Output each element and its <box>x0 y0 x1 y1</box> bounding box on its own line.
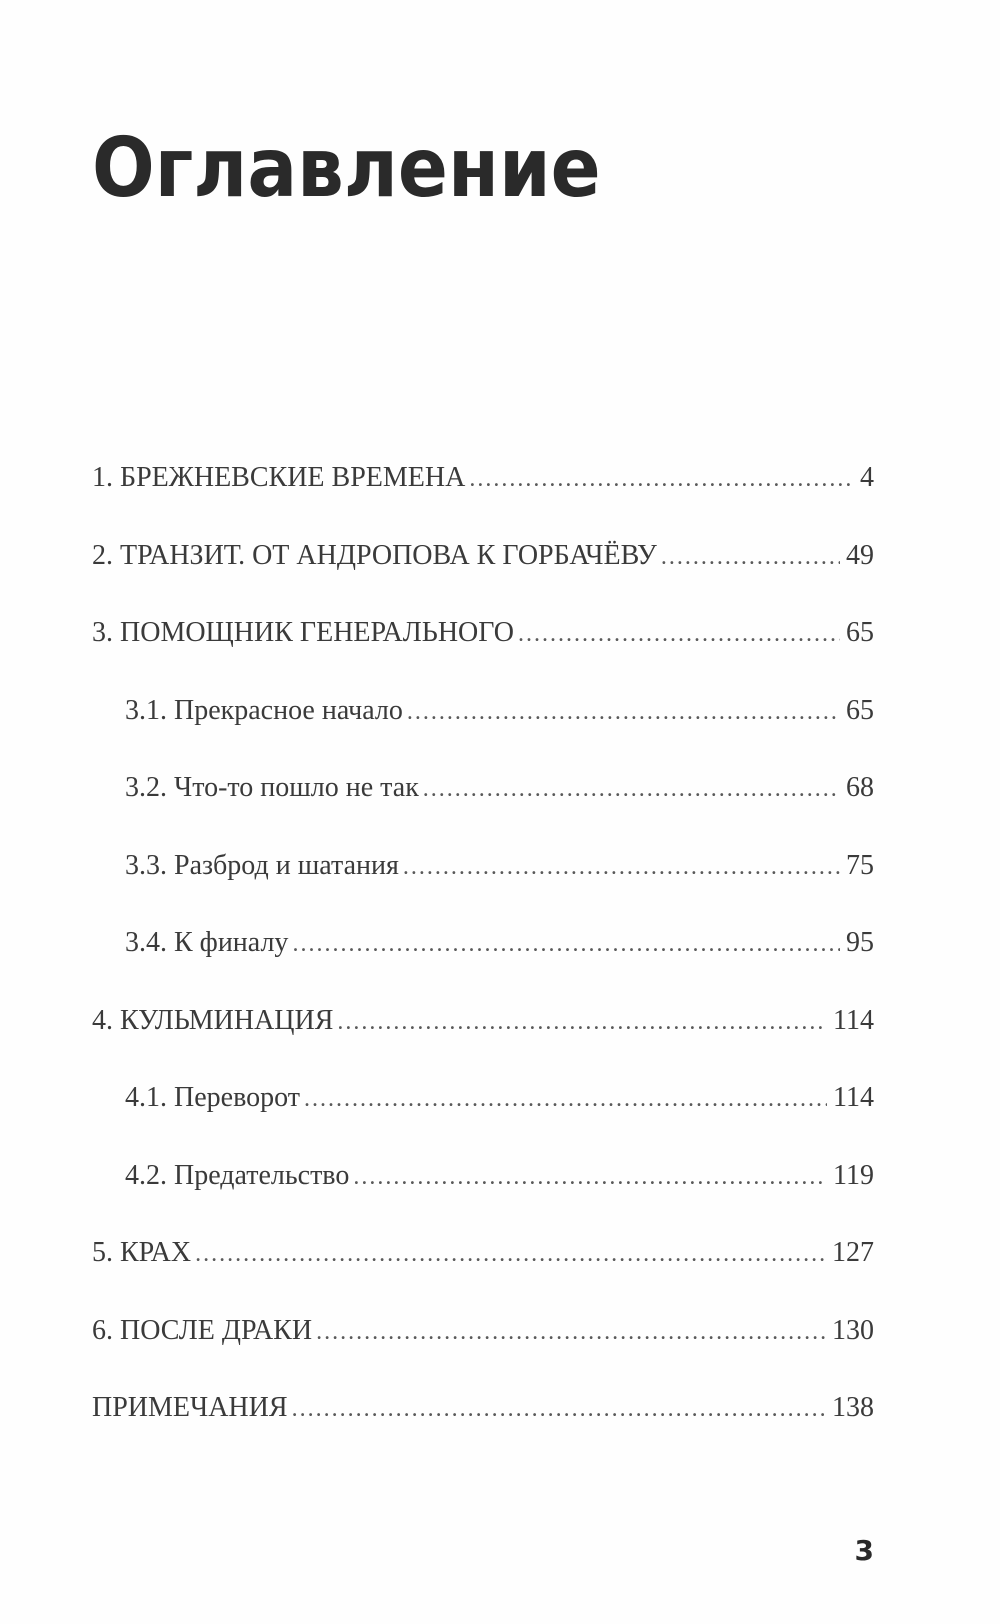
toc-entry-label: 2. ТРАНЗИТ. ОТ АНДРОПОВА К ГОРБАЧЁВУ <box>92 539 657 571</box>
toc-subentry[interactable] <box>92 772 874 850</box>
toc-entry-page: 114 <box>833 1082 874 1113</box>
toc-entry-page: 95 <box>846 927 874 958</box>
toc-entry-page: 49 <box>846 539 874 571</box>
dot-leader <box>407 699 840 726</box>
toc-entry-page: 138 <box>832 1392 874 1423</box>
dot-leader <box>304 1086 827 1113</box>
dot-leader <box>316 1319 826 1346</box>
toc-entry-label: 3.1. Прекрасное начало <box>125 694 403 726</box>
toc-entry-page: 75 <box>846 849 874 881</box>
toc-entry-label: 3.4. К финалу <box>125 927 289 958</box>
dot-leader <box>353 1164 827 1191</box>
toc-subentry[interactable] <box>92 927 874 1005</box>
toc-entry-label: 5. КРАХ <box>92 1237 192 1268</box>
toc-entry-page: 119 <box>833 1159 874 1191</box>
toc-entry-label: 1. БРЕЖНЕВСКИЕ ВРЕМЕНА <box>92 462 466 493</box>
dot-leader <box>292 1396 826 1423</box>
toc-entry-page: 65 <box>846 617 874 648</box>
dot-leader <box>423 776 840 803</box>
page-title: Оглавление <box>92 121 601 216</box>
dot-leader <box>292 931 840 958</box>
dot-leader <box>469 466 854 493</box>
toc-entry[interactable] <box>92 540 874 618</box>
dot-leader <box>403 854 840 881</box>
toc-entry[interactable] <box>92 1315 874 1393</box>
toc-entry[interactable] <box>92 1392 874 1470</box>
toc-entry-label: 6. ПОСЛЕ ДРАКИ <box>92 1314 313 1346</box>
toc-entry-page: 127 <box>832 1237 874 1268</box>
toc-subentry[interactable] <box>92 1160 874 1238</box>
toc-entry-page: 130 <box>832 1314 874 1346</box>
toc-entry-label: 3.3. Разброд и шатания <box>125 849 399 881</box>
toc-entry-label: 3. ПОМОЩНИК ГЕНЕРАЛЬНОГО <box>92 617 514 648</box>
toc-entry[interactable] <box>92 462 874 540</box>
page-number: 3 <box>854 1534 874 1567</box>
table-of-contents <box>92 462 874 1470</box>
toc-entry-page: 114 <box>833 1004 874 1036</box>
toc-subentry[interactable] <box>92 1082 874 1160</box>
toc-entry-label: 3.2. Что-то пошло не так <box>125 772 419 803</box>
dot-leader <box>518 621 840 648</box>
toc-entry-page: 4 <box>860 462 874 493</box>
toc-entry-label: ПРИМЕЧАНИЯ <box>92 1392 288 1423</box>
toc-subentry[interactable] <box>92 850 874 928</box>
toc-entry-page: 65 <box>846 694 874 726</box>
dot-leader <box>661 544 840 571</box>
toc-subentry[interactable] <box>92 695 874 773</box>
dot-leader <box>195 1241 826 1268</box>
dot-leader <box>337 1009 827 1036</box>
toc-entry-label: 4.1. Переворот <box>125 1082 300 1113</box>
toc-entry[interactable] <box>92 1237 874 1315</box>
toc-entry[interactable] <box>92 1005 874 1083</box>
toc-entry-label: 4. КУЛЬМИНАЦИЯ <box>92 1004 334 1036</box>
toc-entry-label: 4.2. Предательство <box>125 1159 350 1191</box>
toc-entry[interactable] <box>92 617 874 695</box>
toc-entry-page: 68 <box>846 772 874 803</box>
